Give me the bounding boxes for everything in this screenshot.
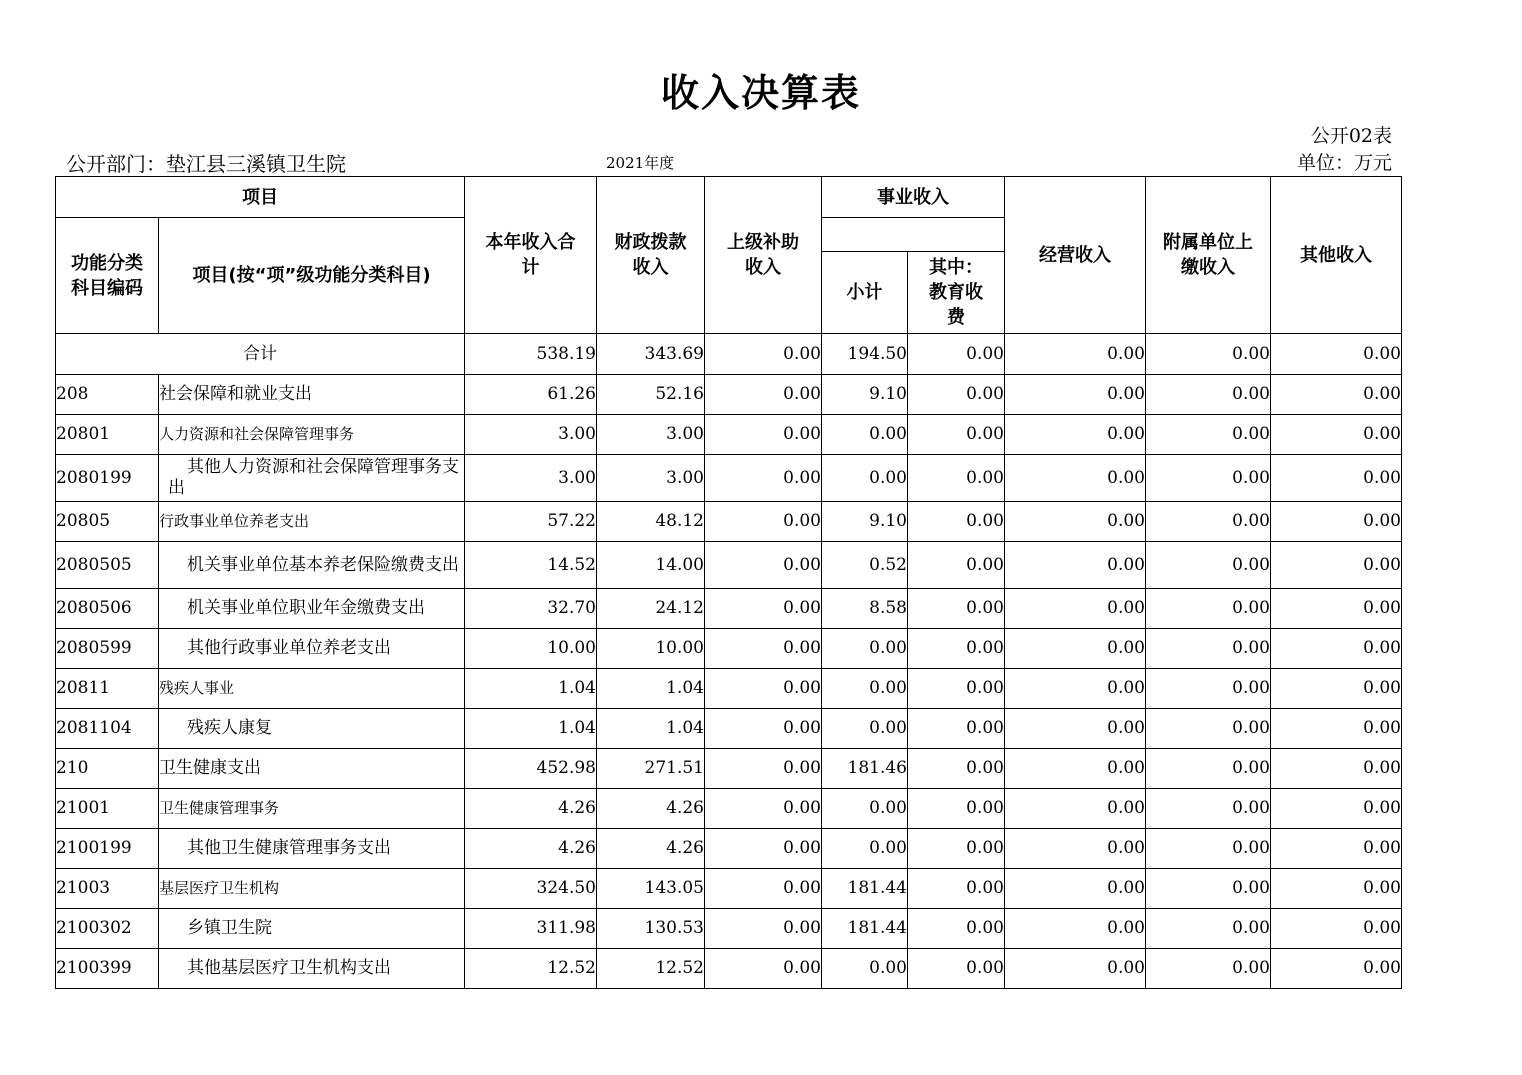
row-value: 0.00 [1005,375,1146,415]
table-row [56,669,1402,709]
row-name: 残疾人事业 [159,669,465,709]
row-value: 0.00 [705,375,822,415]
header-project: 项目 [56,177,465,218]
row-value: 0.00 [822,629,908,669]
row-value: 14.52 [465,542,597,589]
row-value: 0.00 [1005,949,1146,989]
row-name: 其他基层医疗卫生机构支出 [159,949,465,989]
table-row [56,869,1402,909]
row-value: 10.00 [597,629,705,669]
header-career-edu: 其中：教育收费 [908,252,1005,334]
row-name: 乡镇卫生院 [159,909,465,949]
row-value: 4.26 [597,789,705,829]
row-value: 0.00 [1271,709,1402,749]
row-value: 0.00 [1005,415,1146,455]
row-value: 0.00 [908,869,1005,909]
row-value: 271.51 [597,749,705,789]
row-value: 0.00 [705,949,822,989]
row-name: 社会保障和就业支出 [159,375,465,415]
table-row [56,949,1402,989]
row-code: 20801 [56,415,159,455]
row-value: 0.00 [1146,502,1271,542]
row-value: 3.00 [597,455,705,502]
row-value: 0.00 [1146,669,1271,709]
row-value: 0.00 [1271,789,1402,829]
row-value: 0.00 [822,415,908,455]
row-value: 143.05 [597,869,705,909]
row-value: 0.00 [1271,869,1402,909]
row-value: 52.16 [597,375,705,415]
header-other: 其他收入 [1271,177,1402,334]
row-code: 2080505 [56,542,159,589]
row-value: 0.00 [1271,502,1402,542]
row-value: 4.26 [597,829,705,869]
row-code: 21003 [56,869,159,909]
row-value: 0.00 [1271,629,1402,669]
row-value: 0.00 [1271,542,1402,589]
row-name: 其他卫生健康管理事务支出 [159,829,465,869]
table-row [56,502,1402,542]
row-value: 32.70 [465,589,597,629]
row-value: 0.00 [705,455,822,502]
header-name: 项目(按“项”级功能分类科目) [159,218,465,334]
total-value: 0.00 [705,334,822,375]
header-superior: 上级补助收入 [705,177,822,334]
header-affiliated: 附属单位上缴收入 [1146,177,1271,334]
row-value: 1.04 [597,669,705,709]
row-code: 2100399 [56,949,159,989]
row-value: 0.00 [705,502,822,542]
table-body [56,334,1402,989]
page-title: 收入决算表 [660,71,861,115]
row-value: 0.00 [822,709,908,749]
form-number: 公开02表 [1310,125,1392,147]
row-value: 4.26 [465,789,597,829]
row-value: 0.00 [1146,869,1271,909]
row-value: 0.00 [705,869,822,909]
row-code: 2100302 [56,909,159,949]
row-value: 0.00 [705,709,822,749]
row-code: 2081104 [56,709,159,749]
table-row [56,829,1402,869]
row-value: 0.00 [822,949,908,989]
row-value: 0.00 [908,375,1005,415]
total-value: 194.50 [822,334,908,375]
row-name: 行政事业单位养老支出 [159,502,465,542]
row-value: 0.00 [908,542,1005,589]
row-value: 0.00 [705,542,822,589]
total-value: 538.19 [465,334,597,375]
row-value: 14.00 [597,542,705,589]
header-fiscal: 财政拨款收入 [597,177,705,334]
row-value: 0.00 [1146,709,1271,749]
row-value: 0.00 [908,502,1005,542]
row-value: 0.00 [705,415,822,455]
row-value: 0.00 [908,949,1005,989]
row-value: 0.00 [1146,749,1271,789]
row-name: 卫生健康支出 [159,749,465,789]
row-value: 0.00 [1005,709,1146,749]
header-business: 经营收入 [1005,177,1146,334]
table-row [56,455,1402,502]
total-value: 343.69 [597,334,705,375]
row-value: 1.04 [597,709,705,749]
row-code: 20811 [56,669,159,709]
row-value: 12.52 [465,949,597,989]
row-value: 0.00 [705,589,822,629]
table-row [56,415,1402,455]
row-value: 24.12 [597,589,705,629]
row-value: 0.00 [908,709,1005,749]
unit-label: 单位：万元 [1296,152,1392,174]
row-value: 0.52 [822,542,908,589]
row-value: 0.00 [1005,502,1146,542]
row-name: 人力资源和社会保障管理事务 [159,415,465,455]
income-table [55,176,1402,989]
row-name: 其他行政事业单位养老支出 [159,629,465,669]
row-value: 0.00 [705,789,822,829]
table-row [56,749,1402,789]
row-value: 0.00 [1005,829,1146,869]
row-value: 452.98 [465,749,597,789]
row-value: 0.00 [1146,829,1271,869]
year-label: 2021年度 [606,154,675,172]
table-row [56,375,1402,415]
row-name: 残疾人康复 [159,709,465,749]
row-value: 0.00 [1271,909,1402,949]
total-value: 0.00 [1005,334,1146,375]
table-row [56,629,1402,669]
row-value: 0.00 [908,829,1005,869]
row-value: 0.00 [822,669,908,709]
row-value: 0.00 [908,789,1005,829]
table-row [56,589,1402,629]
row-value: 0.00 [1271,949,1402,989]
table-row [56,909,1402,949]
row-value: 0.00 [1271,455,1402,502]
table-row [56,709,1402,749]
row-value: 0.00 [1005,789,1146,829]
row-value: 0.00 [1271,749,1402,789]
total-value: 0.00 [1146,334,1271,375]
total-value: 0.00 [1271,334,1402,375]
row-code: 21001 [56,789,159,829]
row-value: 181.44 [822,909,908,949]
total-value: 0.00 [908,334,1005,375]
row-value: 3.00 [465,455,597,502]
row-value: 3.00 [465,415,597,455]
row-value: 0.00 [908,415,1005,455]
row-value: 0.00 [1146,455,1271,502]
row-value: 9.10 [822,375,908,415]
row-value: 0.00 [1146,629,1271,669]
row-value: 0.00 [1271,669,1402,709]
row-value: 0.00 [1146,375,1271,415]
row-value: 0.00 [1005,669,1146,709]
header-career: 事业收入 [822,177,1005,218]
row-value: 0.00 [1005,909,1146,949]
row-value: 0.00 [1271,375,1402,415]
row-code: 210 [56,749,159,789]
row-value: 0.00 [1146,789,1271,829]
table-row [56,789,1402,829]
row-name: 机关事业单位基本养老保险缴费支出 [159,542,465,589]
row-value: 0.00 [705,909,822,949]
row-name: 其他人力资源和社会保障管理事务支出 [159,455,465,502]
row-value: 0.00 [1005,455,1146,502]
row-value: 0.00 [908,909,1005,949]
row-value: 0.00 [1005,542,1146,589]
row-code: 2080199 [56,455,159,502]
department-label: 公开部门：垫江县三溪镇卫生院 [66,152,346,176]
row-value: 181.44 [822,869,908,909]
row-value: 61.26 [465,375,597,415]
row-value: 0.00 [705,829,822,869]
row-value: 0.00 [1146,589,1271,629]
row-value: 4.26 [465,829,597,869]
row-name: 卫生健康管理事务 [159,789,465,829]
row-code: 2100199 [56,829,159,869]
header-code: 功能分类科目编码 [56,218,159,334]
row-code: 20805 [56,502,159,542]
row-value: 0.00 [908,589,1005,629]
header-total: 本年收入合计 [465,177,597,334]
row-value: 10.00 [465,629,597,669]
row-value: 0.00 [822,455,908,502]
row-value: 0.00 [705,669,822,709]
row-value: 8.58 [822,589,908,629]
row-value: 48.12 [597,502,705,542]
row-value: 0.00 [1271,415,1402,455]
row-value: 311.98 [465,909,597,949]
row-value: 0.00 [1146,949,1271,989]
row-value: 9.10 [822,502,908,542]
row-name: 基层医疗卫生机构 [159,869,465,909]
row-value: 1.04 [465,709,597,749]
row-value: 324.50 [465,869,597,909]
row-code: 2080506 [56,589,159,629]
row-value: 0.00 [1005,629,1146,669]
row-value: 0.00 [908,629,1005,669]
row-value: 0.00 [1005,589,1146,629]
total-label: 合计 [56,334,465,375]
row-value: 0.00 [1271,829,1402,869]
table-row [56,542,1402,589]
row-value: 0.00 [822,789,908,829]
total-row [56,334,1402,375]
row-value: 3.00 [597,415,705,455]
row-name: 机关事业单位职业年金缴费支出 [159,589,465,629]
row-value: 12.52 [597,949,705,989]
header-career-subtotal: 小计 [822,252,908,334]
row-value: 0.00 [1005,749,1146,789]
row-value: 0.00 [705,629,822,669]
row-value: 181.46 [822,749,908,789]
row-value: 0.00 [908,455,1005,502]
row-value: 57.22 [465,502,597,542]
row-value: 130.53 [597,909,705,949]
row-code: 2080599 [56,629,159,669]
row-value: 0.00 [1271,589,1402,629]
row-value: 0.00 [1146,542,1271,589]
row-value: 0.00 [822,829,908,869]
row-code: 208 [56,375,159,415]
row-value: 0.00 [908,669,1005,709]
row-value: 0.00 [1005,869,1146,909]
row-value: 0.00 [1146,909,1271,949]
row-value: 0.00 [705,749,822,789]
row-value: 1.04 [465,669,597,709]
row-value: 0.00 [908,749,1005,789]
row-value: 0.00 [1146,415,1271,455]
